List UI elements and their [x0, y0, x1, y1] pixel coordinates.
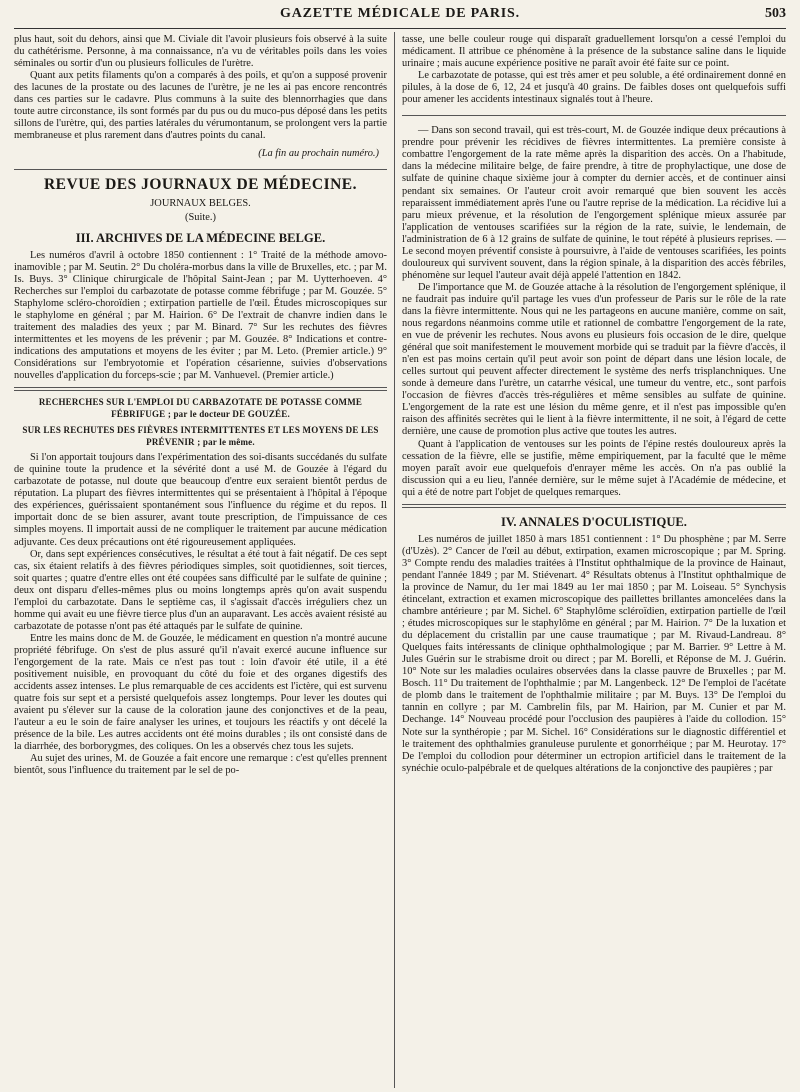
- oculistique-contents: Les numéros de juillet 1850 à mars 1851 contiennent : 1° Du phosphène ; par M. Serre (d'Uzès). 2° Cancer de l'œil au début, extirpation, examen microscopique ; par M. Spring. 3° Compte rendu des maladies traitées à l'Institut ophthalmique de la province de Hainaut, pendant l'année 1849 ; par M. Stiévenart. 4° Résultats obtenus à l'Institut ophthalmique de la province de Namur, du 1er mai 1849 au 1er mai 1850 ; par M. Loiseau. 5° Synchysis étincelant, extraction et examen microscopique des paillettes brillantes amoncelées dans la chambre antérieure ; par M. Sichel. 6° Staphylôme scléroïdien, extirpation partielle de l'œil ; études microscopiques sur le staphylôme en général ; par M. Hairion. 7° De la luxation et du déplacement du cristallin par une cause traumatique ; par M. Rivaud-Landreau. 8° Quelques faits intéressants de clinique ophthalmologique ; par M. Barrier. 9° Lettre à M. Jules Guérin sur le strabisme droit ou direct ; par M. Borelli, et Réponse de M. J. Guérin. 10° Note sur les maladies oculaires observées dans la classe pauvre de Bruxelles ; par M. Bosch. 11° Du traitement de l'ophthalmie ; par M. Langenbeck. 12° De l'emploi de l'acétate de plomb dans le traitement de l'ophthalmie militaire ; par M. Buys. 13° De l'emploi du tannin en collyre ; par M. Cambrelin fils, par M. Hairion, par M. Cunier et par M. Dechange. 14° Nouveau procédé pour l'occlusion des paupières à l'aide du collodion. 15° Note sur la synthéropie ; par M. Sichel. 16° Considérations sur le diagnostic différentiel et le traitement des ophthalmies granuleuse purulente et gonorrhéique ; par M. Heurotay. 17° De l'emploi du collodion pour déterminer un ectropion artificiel dans le traitement de la synéchie oculo-palpébrale et de quelques altérations de la conjonctive des paupières ; par: [402, 533, 786, 774]
- suite-label: (Suite.): [185, 211, 216, 223]
- divider: [14, 169, 387, 170]
- section-iii-heading: III. ARCHIVES DE LA MÉDECINE BELGE.: [75, 230, 326, 245]
- double-divider: [402, 504, 786, 508]
- experimentation-paragraph: Si l'on apportait toujours dans l'expérimentation des soi-disants succédanés du sulfate de quinine toute la prudence et la sévérité dont a usé M. de Gouzée à l'égard du carbazotate de potasse, nul doute que beaucoup d'entre eux seraient bientôt perdus de réputation. La plupart des fièvres intermittentes qui se présentaient à l'hôpital à l'époque des expériences, guérissaient spontanément sous l'influence du régime et du repos. Il importait donc de se bien assurer, avant toute prescription, de l'impuissance de ces simples moyens. Il importait aussi de ne compliquer le traitement par aucune médication adjuvante. Ces deux précautions ont été rigoureusement appliquées.: [14, 452, 387, 548]
- continuation-note: (La fin au prochain numéro.): [258, 148, 379, 160]
- revue-title: REVUE DES JOURNAUX DE MÉDECINE.: [43, 176, 358, 194]
- page-title: GAZETTE MÉDICALE DE PARIS.: [280, 6, 520, 21]
- urine-paragraph: Au sujet des urines, M. de Gouzée a fait encore une remarque : c'est qu'elles prennent bientôt, sous l'influence du traitement par le sel de po-: [14, 753, 387, 777]
- page-header: [14, 8, 786, 29]
- effects-paragraph: Entre les mains donc de M. de Gouzée, le médicament en question n'a montré aucune propriété fébrifuge. On s'est de plus assuré qu'il n'avait exercé aucune influence sur l'engorgement de la rate. Mais ce n'est pas tout : loin d'avoir été utile, il a été positivement nuisible, en provoquant du côté du foie et des organes digestifs des accidents assez intenses. Le plus remarquable de ces accidents est l'ictère, qui est survenu quatre fois sur sept et a persisté quelquefois assez longtemps. Pour lever les doutes qui avaient pu s'élever sur la cause de la coloration jaune des conjonctives et de la peau, l'auteur a eu le soin de faire analyser les urines, et toujours les réactifs y ont décelé la présence de la bile. Les autres accidents ont été moins durables ; ils ont consisté dans de la diarrhée, des borborygmes, des coliques. On les a observés chez tous les sujets.: [14, 632, 387, 753]
- spleen-paragraph: De l'importance que M. de Gouzée attache à la résolution de l'engorgement splénique, il ne faudrait pas induire qu'il partage les vues d'un professeur de Paris sur le rôle de la rate dans la fièvre intermittente. Nous qui ne les partageons en aucune manière, comme on sait, nous regardons néanmoins comme utile et rationnel de combattre l'engorgement de la rate, en vue de prévenir les rechutes. Nous avons eu plusieurs fois occasion de le dire, quelque général que soit manifestement le mouvement morbide qui se traduit par la fièvre d'accès, il n'en est pas moins certain qu'il peut avoir son point de départ dans une lésion locale, de celles surtout qui peuvent affecter directement le système des nerfs trisplanchniques. Une sonde à demeure dans l'urètre, un catarrhe vésical, une tumeur du ventre, etc., sont parfois l'occasion de fièvres d'accès très-régulières et même sensibles au sulfate de quinine. L'engorgement de la rate est une lésion du même genre, et il n'est pas impossible qu'en raison des affinités secrètes qui le lient à la fièvre intermittente, il ne soit, à l'égard de cette dernière, une cause de promotion plus active que toutes les autres.: [402, 281, 786, 438]
- second-work-paragraph: — Dans son second travail, qui est très-court, M. de Gouzée indique deux précautions à prendre pour prévenir les récidives de fièvres intermittentes. La première consiste à combattre l'engorgement de la rate même après la disparition des accès. On a l'habitude, dans la médecine militaire belge, de faire prendre, à titre de prophylactique, une dose de sulfate de quinine chaque sixième jour à compter du dernier accès, et de continuer ainsi pendant six semaines. Or l'auteur croit avoir remarqué que bien souvent les accès reparaissent immédiatement après l'une ou l'autre reprise de la médication. La récidive lui a paru mieux prévenue, et la résolution de l'engorgement splénique mieux assurée par l'application de ventouses scarifiées sur la région de la rate, suivie, le lendemain, de l'administration de 6 à 12 grains de sulfate de quinine, le tout répété à plusieurs reprises. — Le second moyen préventif consiste à poursuivre, à l'aide de ventouses scarifiées, les points douloureux qui survivent souvent, dans la région spinale, à la disparition des accès fébriles, phénomène sur lequel l'auteur avait déjà appelé l'attention en 1842.: [402, 125, 786, 281]
- journaux-subtitle: JOURNAUX BELGES.: [150, 197, 251, 209]
- right-column: [402, 34, 786, 1088]
- column-divider: [394, 32, 395, 1088]
- rechutes-title: SUR LES RECHUTES DES FIÈVRES INTERMITTENTES ET LES MOYENS DE LES PRÉVENIR ; par le même.: [22, 425, 379, 448]
- continued-paragraph: plus haut, soit du dehors, ainsi que M. Civiale dit l'avoir plusieurs fois observé à la suite du cathétérisme. Personne, à ma connaissance, n'a vu de véritables poils dans les voies séminales ou sortir d'un ou plusieurs follicules de l'urètre.: [14, 34, 387, 70]
- ventouses-paragraph: Quant à l'application de ventouses sur les points de l'épine restés douloureux après la cessation de la fièvre, elle se justifie, même empiriquement, par la faculté que le même moyen paraît avoir eue quelquefois d'enrayer même les accès. On n'a pas oublié la discussion qui a eu lieu, l'année dernière, sur le même sujet à l'Académie de médecine, et qui a été de notre part l'objet de quelques remarques.: [402, 438, 786, 498]
- archives-contents: Les numéros d'avril à octobre 1850 contiennent : 1° Traité de la méthode amovo-inamovible ; par M. Seutin. 2° Du choléra-morbus dans la ville de Bruxelles, etc. ; par M. Is. Buys. 3° Clinique chirurgicale de l'hôpital Saint-Jean ; par M. Uytterhoeven. 4° Recherches sur l'emploi du carbazotate de potasse comme fébrifuge ; par M. Gouzée. 5° Staphylome scléro-choroïdien ; extirpation partielle de l'œil. Études microscopiques sur le staphylome en général ; par M. Hairion. 6° De l'extrait de chanvre indien dans le traitement des maladies des yeux ; par M. Binard. 7° Sur les rechutes des fièvres intermittentes et les moyens de les prévenir ; par M. Gouzée. 8° Indications et contre-indications des amputations et moyens de les éviter ; par M. Leto. (Premier article.) 9° Considérations sur l'embryotomie et l'opération césarienne, suivies d'observations nouvelles d'application du forceps-scie ; par M. Vanhuevel. (Premier article.): [14, 249, 387, 382]
- continued-paragraph-right: tasse, une belle couleur rouge qui disparaît graduellement lorsqu'on a cessé l'emploi du médicament. Il attribue ce phénomène à la présence de la substance saline dans le liquide urinaire ; mais aucune expérience positive ne paraît avoir été faite sur ce point.: [402, 34, 786, 70]
- dosage-paragraph: Le carbazotate de potasse, qui est très amer et peu soluble, a été ordinairement donné en pilules, à la dose de 6, 12, 24 et jusqu'à 40 grains. De faibles doses ont quelquefois suffi pour amener les accidents intestinaux signalés tout à l'heure.: [402, 70, 786, 106]
- double-divider: [14, 387, 387, 391]
- filaments-paragraph: Quant aux petits filaments qu'on a comparés à des poils, et qu'on a supposé provenir des lacunes de la prostate ou des lacunes de l'urètre, je ne les ai pas encore rencontrés dans ces parties sur le cadavre. Plus communs à la suite des blennorrhagies que dans toute autre circonstance, ils sont formés par du pus ou du muco-pus déposé dans les petits sillons de l'urètre, qui, des parties latérales du vérumontanum, se prolongent vers la partie membraneuse et plus rarement dans d'autres points du canal.: [14, 70, 387, 142]
- section-iv-heading: IV. ANNALES D'OCULISTIQUE.: [501, 514, 687, 529]
- divider: [402, 115, 786, 116]
- left-column: [14, 34, 387, 1088]
- recherches-title: RECHERCHES SUR L'EMPLOI DU CARBAZOTATE DE POTASSE COMME FÉBRIFUGE ; par le docteur DE GOUZÉE.: [38, 397, 363, 420]
- page-number: 503: [765, 6, 786, 21]
- results-paragraph: Or, dans sept expériences consécutives, le résultat a été tout à fait négatif. De ces sept cas, six étaient relatifs à des fièvres périodiques simples, soit quotidiennes, soit tierces, soit quartes ; quatre d'entre elles ont été coupées sans difficulté par le sulfate de quinine ; deux ont disparu d'elles-mêmes plus ou moins longtemps après qu'on avait suspendu l'emploi du carbazotate. Dans le septième cas, il s'agissait d'accès irréguliers chez un homme qui avait eu une fièvre tierce plus d'un an auparavant. Les accès avaient résisté au carbazotate de potasse n'ont pas été attaqués par le sulfate de quinine.: [14, 548, 387, 632]
